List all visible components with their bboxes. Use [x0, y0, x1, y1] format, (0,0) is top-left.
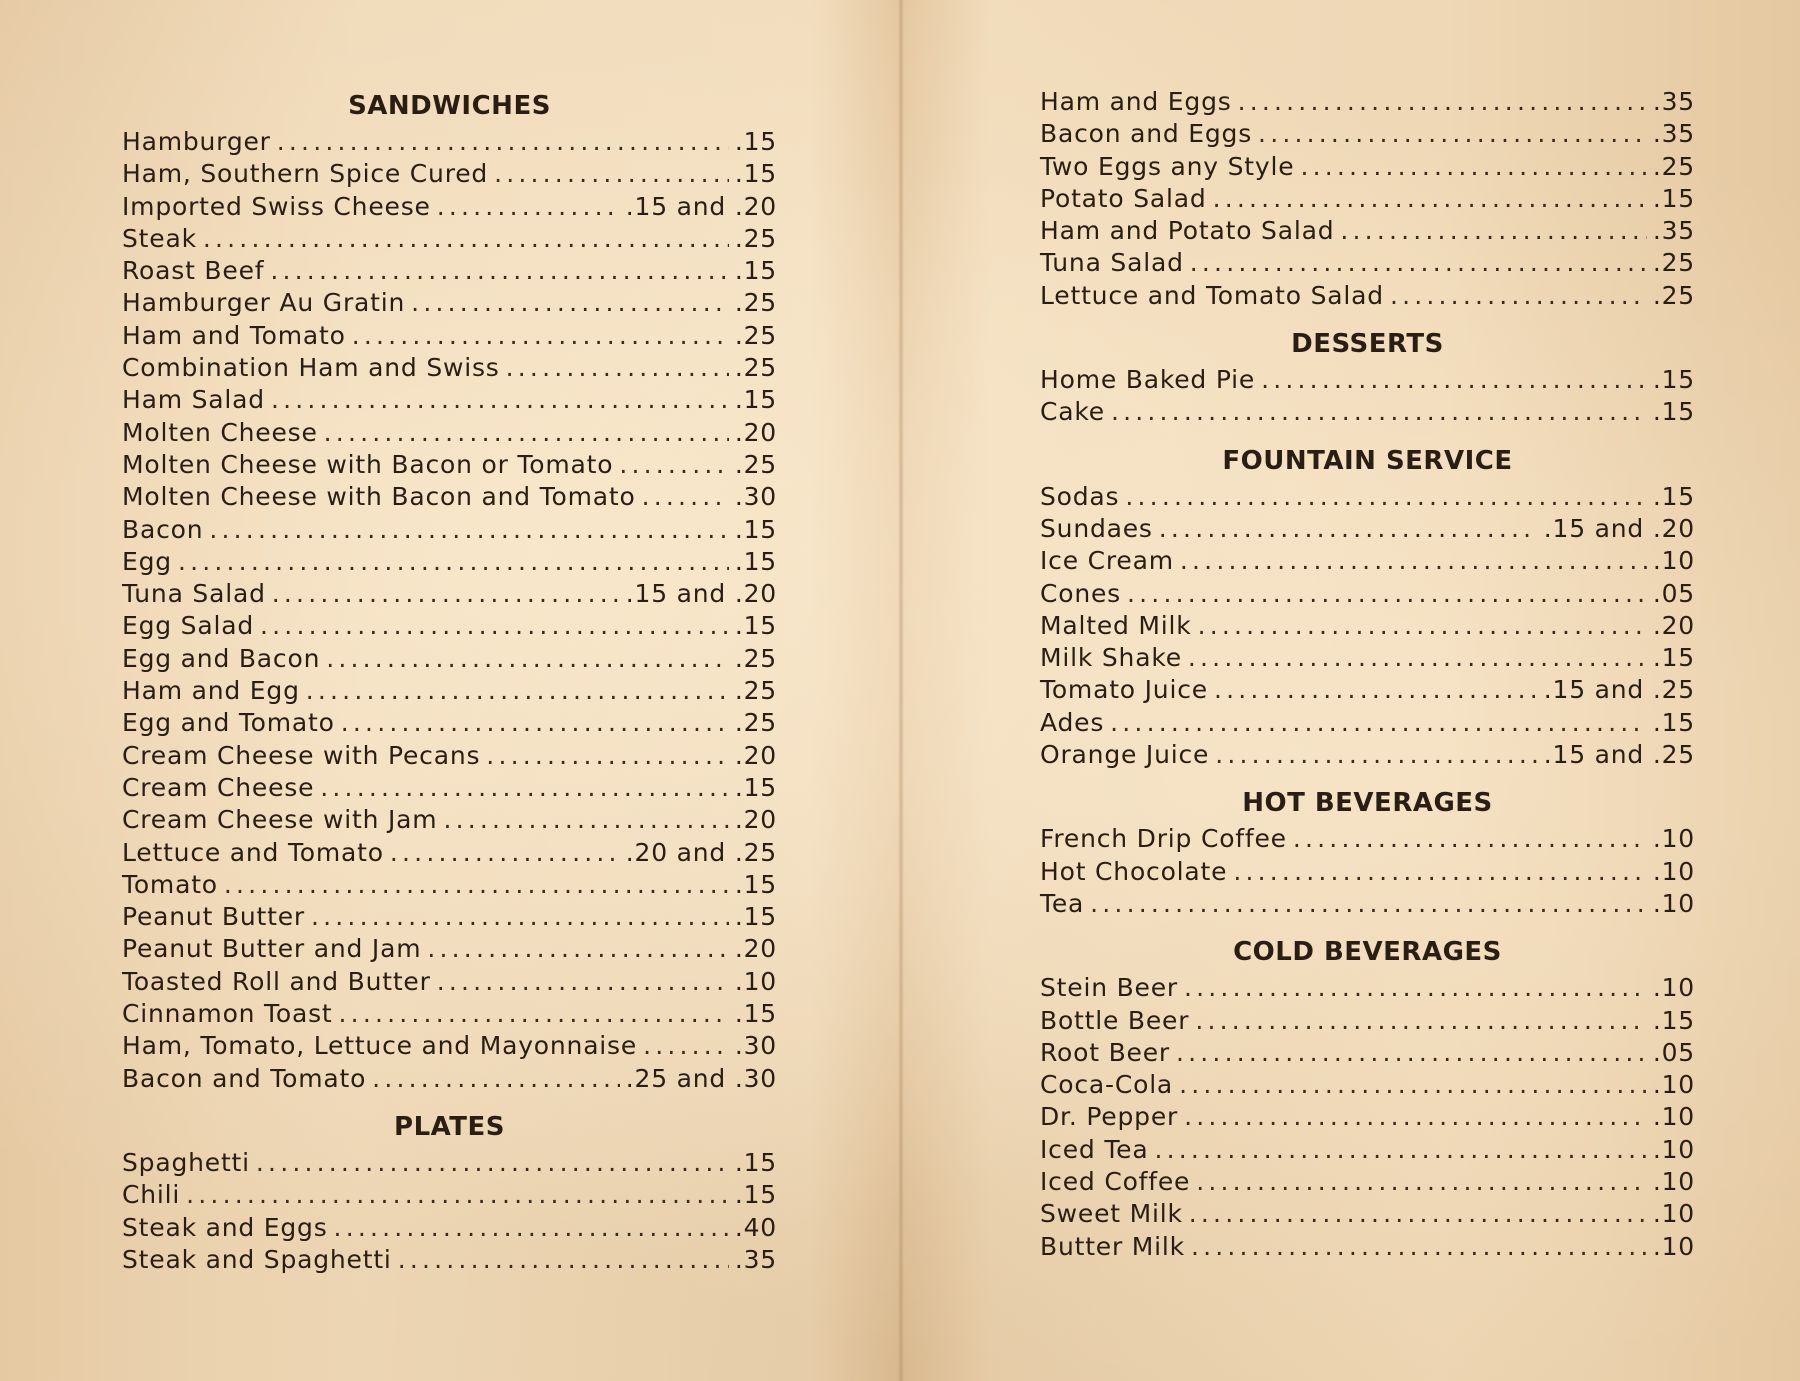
dot-leader: [1188, 642, 1647, 674]
menu-item: [1040, 856, 1695, 888]
menu-item: [122, 417, 777, 449]
dot-leader: [642, 481, 729, 513]
dot-leader: [260, 610, 729, 642]
menu-item-price: .10: [1652, 546, 1695, 576]
menu-item-name: Bacon and Eggs: [1040, 119, 1253, 149]
menu-item-price: .15: [734, 902, 777, 932]
menu-list: [122, 1147, 777, 1276]
dot-leader: [1184, 1101, 1647, 1133]
menu-item-name: Malted Milk: [1040, 610, 1192, 640]
center-fold: [898, 0, 904, 1381]
menu-item-name: Ham and Tomato: [122, 320, 346, 350]
menu-item-price: .10: [734, 966, 777, 996]
dot-leader: [643, 1030, 729, 1062]
menu-item: [122, 837, 777, 869]
menu-item-price: .15 and .25: [1543, 740, 1695, 770]
menu-item: [122, 869, 777, 901]
menu-item: [122, 126, 777, 158]
menu-item: [122, 578, 777, 610]
menu-item-price: .35: [1652, 87, 1695, 116]
menu-item: [1040, 1037, 1695, 1069]
menu-item: [122, 223, 777, 255]
dot-leader: [1293, 823, 1647, 855]
menu-item: [1040, 396, 1695, 428]
menu-item-name: Root Beer: [1040, 1037, 1170, 1067]
dot-leader: [306, 675, 729, 707]
menu-item: [1040, 481, 1695, 513]
menu-item-name: Ham Salad: [122, 385, 265, 415]
section-plates-continued: [1040, 86, 1695, 312]
menu-item-name: Hot Chocolate: [1040, 856, 1228, 886]
menu-item: [122, 1030, 777, 1062]
dot-leader: [1110, 707, 1647, 739]
menu-item-price: .10: [1652, 1134, 1695, 1164]
menu-item-price: .10: [1652, 1070, 1695, 1100]
menu-item-name: Tuna Salad: [1040, 248, 1184, 278]
menu-item-name: Cream Cheese with Jam: [122, 805, 438, 835]
dot-leader: [437, 191, 620, 223]
menu-item: [122, 191, 777, 223]
menu-item: [122, 610, 777, 642]
menu-item-price: .15 and .25: [1543, 675, 1695, 705]
menu-item-name: Iced Tea: [1040, 1134, 1149, 1164]
menu-item-price: .35: [1652, 216, 1695, 246]
menu-item-name: Molten Cheese with Bacon and Tomato: [122, 482, 636, 512]
dot-leader: [1179, 1069, 1647, 1101]
menu-item-price: .10: [1652, 973, 1695, 1003]
dot-leader: [411, 287, 729, 319]
menu-item-name: Ham and Eggs: [1040, 87, 1232, 116]
dot-leader: [1125, 481, 1646, 513]
menu-item-price: .25: [734, 643, 777, 673]
menu-item-price: .35: [734, 1244, 777, 1274]
menu-item-name: Iced Coffee: [1040, 1167, 1191, 1197]
menu-item-price: .15 and .20: [1543, 513, 1695, 543]
dot-leader: [311, 901, 729, 933]
menu-item-price: .20: [734, 417, 777, 447]
menu-item-name: Spaghetti: [122, 1147, 250, 1177]
menu-item-name: Imported Swiss Cheese: [122, 191, 431, 221]
menu-item-price: .15: [1652, 707, 1695, 737]
menu-list: [122, 126, 777, 1095]
dot-leader: [324, 417, 729, 449]
menu-list: [1040, 823, 1695, 920]
left-page: [122, 86, 777, 1276]
menu-item-price: .20: [1652, 610, 1695, 640]
menu-item: [1040, 183, 1695, 215]
menu-item-name: Hamburger: [122, 127, 271, 156]
menu-item-name: Coca-Cola: [1040, 1070, 1174, 1100]
dot-leader: [334, 1212, 729, 1244]
menu-item-price: .15: [1652, 481, 1695, 511]
dot-leader: [1184, 972, 1647, 1004]
menu-item: [122, 158, 777, 190]
dot-leader: [1214, 674, 1538, 706]
section-sandwiches: [122, 86, 777, 1095]
dot-leader: [224, 869, 729, 901]
menu-item-name: Dr. Pepper: [1040, 1102, 1179, 1132]
menu-item-name: Steak and Eggs: [122, 1212, 328, 1242]
dot-leader: [1340, 215, 1646, 247]
menu-item-price: .25: [734, 353, 777, 383]
menu-item: [1040, 1134, 1695, 1166]
dot-leader: [341, 707, 729, 739]
menu-item: [1040, 280, 1695, 312]
menu-item-price: .15 and .20: [625, 191, 777, 221]
menu-item-name: Milk Shake: [1040, 643, 1182, 673]
menu-item: [122, 287, 777, 319]
dot-leader: [372, 1063, 620, 1095]
menu-item: [122, 1212, 777, 1244]
menu-item: [1040, 545, 1695, 577]
menu-item: [122, 998, 777, 1030]
menu-item: [122, 514, 777, 546]
menu-item-price: .20: [734, 740, 777, 770]
menu-item-price: .15: [734, 546, 777, 576]
menu-list: [1040, 481, 1695, 772]
menu-item-price: .15: [1652, 397, 1695, 427]
menu-item-name: Lettuce and Tomato: [122, 837, 384, 867]
menu-item-price: .15: [1652, 643, 1695, 673]
dot-leader: [1233, 856, 1646, 888]
dot-leader: [270, 255, 728, 287]
menu-item: [122, 772, 777, 804]
menu-item-price: .30: [734, 1031, 777, 1061]
menu-item-name: Two Eggs any Style: [1040, 151, 1295, 181]
dot-leader: [178, 546, 729, 578]
menu-item: [1040, 642, 1695, 674]
menu-item-price: .25: [734, 223, 777, 253]
menu-item-price: .15: [734, 869, 777, 899]
menu-item: [122, 675, 777, 707]
menu-list: [1040, 86, 1695, 312]
dot-leader: [398, 1244, 729, 1276]
menu-item: [122, 804, 777, 836]
menu-item-name: Ice Cream: [1040, 546, 1174, 576]
menu-item: [122, 481, 777, 513]
menu-item-name: Molten Cheese: [122, 417, 318, 447]
menu-item: [122, 1147, 777, 1179]
menu-item-name: Lettuce and Tomato Salad: [1040, 280, 1384, 310]
menu-item-name: Steak: [122, 223, 197, 253]
menu-item-name: Cake: [1040, 397, 1105, 427]
menu-item-name: Bacon and Tomato: [122, 1063, 367, 1093]
dot-leader: [1198, 610, 1647, 642]
menu-item: [122, 255, 777, 287]
menu-item-name: Potato Salad: [1040, 183, 1207, 213]
dot-leader: [1213, 183, 1647, 215]
menu-item-price: .15: [734, 514, 777, 544]
dot-leader: [339, 998, 729, 1030]
menu-item-name: Egg and Tomato: [122, 708, 335, 738]
dot-leader: [1390, 280, 1647, 312]
menu-item-name: Sodas: [1040, 481, 1120, 511]
dot-leader: [203, 223, 729, 255]
menu-item-price: .25: [734, 449, 777, 479]
dot-leader: [277, 126, 729, 158]
menu-item: [1040, 1005, 1695, 1037]
section-cold-beverages: [1040, 932, 1695, 1263]
section-title: FOUNTAIN SERVICE: [1222, 445, 1513, 476]
section-title: SANDWICHES: [348, 91, 551, 121]
menu-item-price: .05: [1652, 1037, 1695, 1067]
menu-item: [1040, 1198, 1695, 1230]
menu-item-price: .15: [734, 1180, 777, 1210]
dot-leader: [1111, 396, 1647, 428]
menu-item-name: Ham and Egg: [122, 676, 300, 706]
menu-item-price: .10: [1652, 824, 1695, 854]
dot-leader: [1196, 1166, 1647, 1198]
menu-item: [1040, 1166, 1695, 1198]
menu-item: [1040, 151, 1695, 183]
menu-item: [1040, 364, 1695, 396]
menu-item-name: French Drip Coffee: [1040, 824, 1287, 854]
menu-item-price: .05: [1652, 578, 1695, 608]
menu-item-price: .25: [1652, 248, 1695, 278]
menu-item-name: Chili: [122, 1180, 181, 1210]
menu-item-price: .15: [1652, 1005, 1695, 1035]
menu-item: [122, 352, 777, 384]
menu-item: [122, 320, 777, 352]
menu-item-name: Molten Cheese with Bacon or Tomato: [122, 449, 614, 479]
menu-item-name: Tuna Salad: [122, 579, 266, 609]
menu-item-price: .15: [734, 127, 777, 156]
menu-item-price: .15: [734, 256, 777, 286]
menu-item-price: .15 and .20: [625, 579, 777, 609]
dot-leader: [1190, 247, 1647, 279]
menu-item: [122, 740, 777, 772]
dot-leader: [1300, 151, 1646, 183]
dot-leader: [1258, 118, 1647, 150]
menu-item-price: .15: [734, 999, 777, 1029]
menu-item: [1040, 1101, 1695, 1133]
menu-item: [1040, 578, 1695, 610]
dot-leader: [486, 740, 729, 772]
menu-item-name: Roast Beef: [122, 256, 265, 286]
dot-leader: [352, 320, 729, 352]
menu-item: [1040, 118, 1695, 150]
menu-item-name: Egg: [122, 546, 172, 576]
menu-item-name: Peanut Butter: [122, 902, 305, 932]
section-plates: [122, 1107, 777, 1276]
menu-item-price: .10: [1652, 1231, 1695, 1261]
section-fountain-service: [1040, 441, 1695, 772]
menu-item-price: .35: [1652, 119, 1695, 149]
dot-leader: [619, 449, 729, 481]
section-title: DESSERTS: [1291, 329, 1444, 360]
dot-leader: [1180, 545, 1647, 577]
menu-item: [1040, 247, 1695, 279]
menu-item: [122, 933, 777, 965]
dot-leader: [326, 643, 729, 675]
dot-leader: [1238, 86, 1647, 118]
menu-item-price: .25: [734, 676, 777, 706]
menu-item-price: .15: [1652, 183, 1695, 213]
section-hot-beverages: [1040, 783, 1695, 920]
menu-item-price: .25: [734, 288, 777, 318]
section-title: COLD BEVERAGES: [1233, 937, 1502, 968]
menu-item: [1040, 888, 1695, 920]
menu-item-name: Cinnamon Toast: [122, 999, 333, 1029]
menu-item: [1040, 215, 1695, 247]
menu-item-price: .15: [1652, 365, 1695, 395]
menu-item-name: Butter Milk: [1040, 1231, 1185, 1261]
dot-leader: [1154, 1134, 1646, 1166]
menu-item-name: Cream Cheese: [122, 772, 315, 802]
menu-item-name: Combination Ham and Swiss: [122, 353, 500, 383]
menu-item-price: .20: [734, 934, 777, 964]
menu-item-price: .10: [1652, 1102, 1695, 1132]
menu-item: [1040, 823, 1695, 855]
dot-leader: [271, 384, 729, 416]
menu-item-name: Egg and Bacon: [122, 643, 321, 673]
dot-leader: [437, 966, 729, 998]
menu-item-price: .20 and .25: [625, 837, 777, 867]
menu-item: [1040, 739, 1695, 771]
menu-item-name: Bottle Beer: [1040, 1005, 1190, 1035]
menu-item-price: .25: [1652, 280, 1695, 310]
section-title: HOT BEVERAGES: [1242, 788, 1493, 819]
menu-item: [1040, 513, 1695, 545]
menu-item: [122, 901, 777, 933]
dot-leader: [1090, 888, 1647, 920]
menu-item-price: .25: [734, 708, 777, 738]
right-page: [1040, 86, 1695, 1263]
menu-item: [1040, 674, 1695, 706]
dot-leader: [256, 1147, 729, 1179]
dot-leader: [443, 804, 728, 836]
menu-item-name: Cream Cheese with Pecans: [122, 740, 481, 770]
dot-leader: [427, 933, 728, 965]
menu-item-name: Tomato: [122, 869, 218, 899]
menu-item-price: .15: [734, 1147, 777, 1177]
dot-leader: [390, 837, 620, 869]
menu-item-name: Sweet Milk: [1040, 1199, 1183, 1229]
menu-item: [122, 643, 777, 675]
menu-item-price: .30: [734, 482, 777, 512]
menu-item-price: .15: [734, 611, 777, 641]
menu-item-name: Home Baked Pie: [1040, 365, 1256, 395]
dot-leader: [1191, 1231, 1647, 1263]
menu-item: [122, 966, 777, 998]
menu-item: [122, 1063, 777, 1095]
menu-item-name: Orange Juice: [1040, 740, 1210, 770]
menu-item-name: Steak and Spaghetti: [122, 1244, 392, 1274]
dot-leader: [1261, 364, 1647, 396]
menu-item-name: Bacon: [122, 514, 204, 544]
menu-item-name: Ham and Potato Salad: [1040, 216, 1335, 246]
menu-item: [1040, 972, 1695, 1004]
menu-item: [122, 384, 777, 416]
menu-item: [122, 1179, 777, 1211]
menu-item-price: .10: [1652, 1167, 1695, 1197]
dot-leader: [1189, 1198, 1647, 1230]
menu-item-price: .25: [734, 320, 777, 350]
menu-item: [122, 449, 777, 481]
menu-item-price: .10: [1652, 888, 1695, 918]
dot-leader: [1159, 513, 1538, 545]
menu-list: [1040, 364, 1695, 429]
menu-item: [1040, 86, 1695, 118]
menu-item-price: .20: [734, 805, 777, 835]
dot-leader: [1127, 578, 1647, 610]
menu-item-name: Hamburger Au Gratin: [122, 288, 406, 318]
menu-item-price: .15: [734, 772, 777, 802]
dot-leader: [320, 772, 729, 804]
menu-item-name: Ades: [1040, 707, 1105, 737]
menu-item-name: Stein Beer: [1040, 973, 1178, 1003]
dot-leader: [186, 1179, 729, 1211]
menu-item-price: .25: [1652, 151, 1695, 181]
menu-item-price: .40: [734, 1212, 777, 1242]
dot-leader: [1176, 1037, 1647, 1069]
menu-item: [122, 707, 777, 739]
menu-item-name: Egg Salad: [122, 611, 255, 641]
menu-item-price: .10: [1652, 856, 1695, 886]
menu-item-name: Cones: [1040, 578, 1122, 608]
menu-item: [122, 546, 777, 578]
menu-item-name: Tea: [1040, 888, 1085, 918]
menu-item: [1040, 1231, 1695, 1263]
menu-item: [122, 1244, 777, 1276]
menu-item: [1040, 1069, 1695, 1101]
dot-leader: [1195, 1005, 1647, 1037]
dot-leader: [209, 514, 728, 546]
menu-item-price: .25 and .30: [625, 1063, 777, 1093]
dot-leader: [494, 158, 729, 190]
menu-item: [1040, 610, 1695, 642]
section-desserts: [1040, 324, 1695, 429]
menu-item-price: .15: [734, 385, 777, 415]
menu-item-price: .15: [734, 159, 777, 189]
menu-item: [1040, 707, 1695, 739]
menu-item-name: Peanut Butter and Jam: [122, 934, 422, 964]
menu-item-price: .10: [1652, 1199, 1695, 1229]
menu-item-name: Ham, Tomato, Lettuce and Mayonnaise: [122, 1031, 638, 1061]
menu-item-name: Sundaes: [1040, 513, 1153, 543]
menu-item-name: Toasted Roll and Butter: [122, 966, 431, 996]
dot-leader: [506, 352, 729, 384]
menu-item-name: Ham, Southern Spice Cured: [122, 159, 489, 189]
menu-item-name: Tomato Juice: [1040, 675, 1208, 705]
dot-leader: [272, 578, 620, 610]
section-title: PLATES: [394, 1111, 505, 1142]
menu-list: [1040, 972, 1695, 1263]
dot-leader: [1215, 739, 1538, 771]
